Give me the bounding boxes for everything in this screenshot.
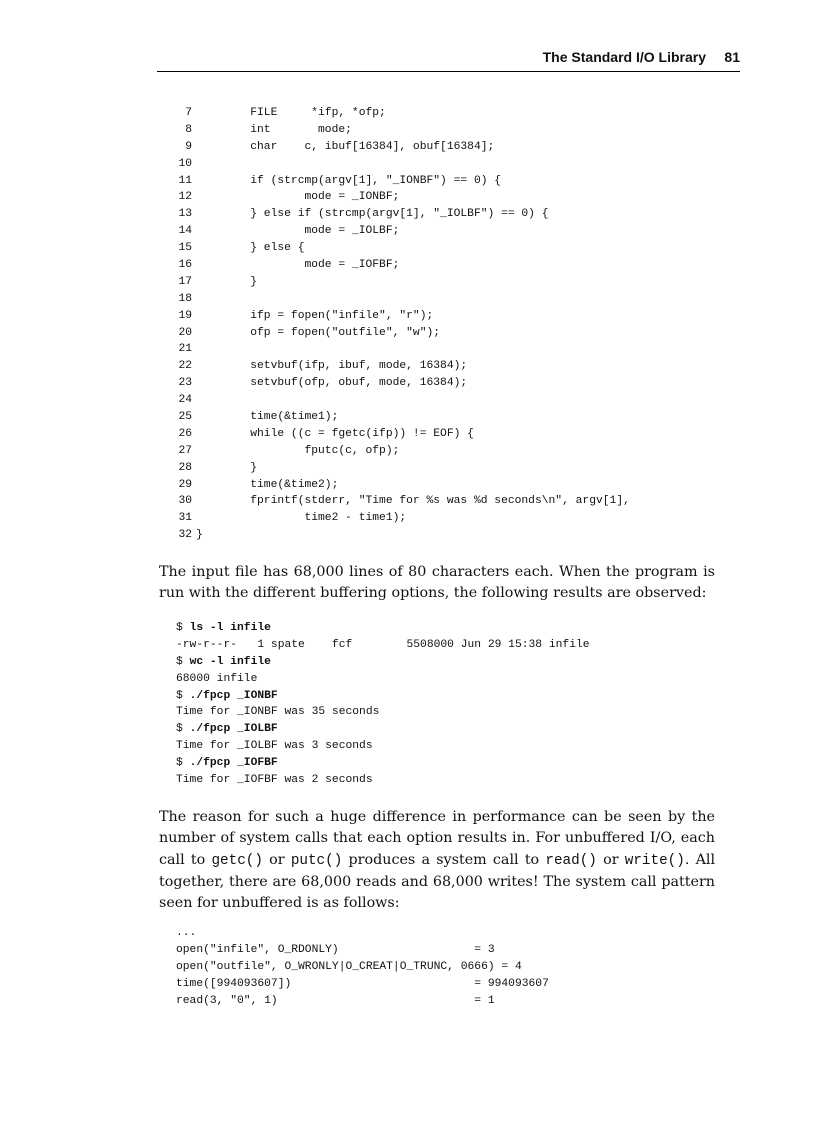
line-number: 25 [178,411,192,424]
code-line [168,409,630,426]
inline-code-putc: putc() [290,852,343,869]
code-text: fprintf(stderr, "Time for %s was %d seconds\n", argv[1], [196,495,630,508]
line-number: 15 [178,242,192,255]
shell-prompt: $ [176,723,190,736]
shell-output-line [176,772,590,789]
line-number: 12 [178,191,192,204]
shell-command-line [176,721,590,738]
code-line [168,375,630,392]
line-number: 13 [178,208,192,221]
shell-command: ./fpcp _IOFBF [189,757,278,770]
shell-output: Time for _IOLBF was 3 seconds [176,740,373,753]
text-run: produces a system call to [342,851,546,868]
text-run: . All together, there are 68,000 reads and 68,000 writes! The system call pattern seen for unbuffered is as follows: [159,851,716,912]
running-header-title: The Standard I/O Library [542,49,706,65]
running-header [157,49,740,72]
shell-command: wc -l infile [189,655,271,668]
code-text: int mode; [196,123,352,136]
line-number: 20 [178,326,192,339]
trace-line: open("outfile", O_WRONLY|O_CREAT|O_TRUNC, 0666) = 4 [176,960,522,973]
system-call-trace [176,925,549,1009]
line-number: 32 [178,529,192,542]
paragraph-system-calls [159,807,715,914]
code-text: ofp = fopen("outfile", "w"); [196,326,441,339]
code-line [168,139,630,156]
trace-line: ... [176,927,197,939]
line-number: 31 [178,512,192,525]
shell-output-line [176,671,590,688]
code-line [168,493,630,510]
code-text: fputc(c, ofp); [196,444,400,457]
paragraph-results-intro: The input file has 68,000 lines of 80 characters each. When the program is run with the different buffering options, the following results are observed: [159,564,715,602]
code-line [168,392,630,409]
code-text: } [196,461,258,474]
line-number: 24 [178,394,192,407]
code-text: time(&time2); [196,478,339,491]
code-line [168,206,630,223]
trace-line: open("infile", O_RDONLY) = 3 [176,943,495,956]
code-text: } else { [196,242,305,255]
line-number: 7 [185,107,192,119]
line-number: 8 [185,123,192,136]
shell-command: ./fpcp _IOLBF [189,723,278,736]
shell-output-line [176,637,590,654]
line-number: 17 [178,275,192,288]
shell-prompt: $ [176,622,190,634]
code-line [168,122,630,139]
line-number: 14 [178,225,192,238]
trace-line: read(3, "0", 1) = 1 [176,994,495,1007]
code-text: time2 - time1); [196,512,407,525]
shell-command-line [176,654,590,671]
shell-output: 68000 infile [176,672,258,685]
code-text: FILE *ifp, *ofp; [196,107,386,119]
shell-prompt: $ [176,655,190,668]
line-number: 26 [178,427,192,440]
line-number: 23 [178,377,192,390]
code-line [168,325,630,342]
code-line [168,426,630,443]
line-number: 19 [178,309,192,322]
code-text: } [196,529,203,542]
shell-output: Time for _IONBF was 35 seconds [176,706,380,719]
line-number: 9 [185,140,192,153]
line-number: 28 [178,461,192,474]
code-line [168,257,630,274]
text-run: or [262,851,291,868]
code-line [168,240,630,257]
inline-code-write: write() [624,852,685,869]
code-text: ifp = fopen("infile", "r"); [196,309,434,322]
page-number: 81 [724,49,740,65]
code-line [168,308,630,325]
code-line [168,460,630,477]
code-text: mode = _IOLBF; [196,225,400,238]
code-line [168,341,630,358]
inline-code-getc: getc() [211,852,263,869]
shell-output-line [176,704,590,721]
code-line [168,527,630,544]
code-text: while ((c = fgetc(ifp)) != EOF) { [196,427,474,440]
code-line [168,291,630,308]
code-text: if (strcmp(argv[1], "_IONBF") == 0) { [196,174,502,187]
shell-command-line [176,620,590,637]
shell-command: ./fpcp _IONBF [189,689,278,702]
shell-prompt: $ [176,689,190,702]
shell-prompt: $ [176,757,190,770]
line-number: 22 [178,360,192,373]
shell-output: -rw-r--r- 1 spate fcf 5508000 Jun 29 15:38 infile [176,638,590,651]
line-number: 27 [178,444,192,457]
inline-code-read: read() [545,852,597,869]
code-line [168,156,630,173]
line-number: 16 [178,259,192,272]
shell-command-line [176,755,590,772]
code-text: setvbuf(ofp, obuf, mode, 16384); [196,377,468,390]
text-run: The reason for such a huge difference in performance can be seen by the number of system calls that each option results in. For unbuffered I/O, each call to [159,809,715,868]
code-text: setvbuf(ifp, ibuf, mode, 16384); [196,360,468,373]
code-listing [168,105,630,544]
code-text: mode = _IOFBF; [196,259,400,272]
text-run: or [596,851,625,868]
line-number: 30 [178,495,192,508]
shell-output-line [176,738,590,755]
shell-command-line [176,688,590,705]
line-number: 11 [178,174,192,187]
code-line [168,477,630,494]
code-text: char c, ibuf[16384], obuf[16384]; [196,140,495,153]
line-number: 10 [178,157,192,170]
line-number: 21 [178,343,192,356]
code-line [168,443,630,460]
line-number: 18 [178,292,192,305]
shell-output: Time for _IOFBF was 2 seconds [176,774,373,787]
line-number: 29 [178,478,192,491]
code-line [168,274,630,291]
shell-session [176,620,590,789]
code-line [168,358,630,375]
code-line [168,105,630,122]
code-line [168,189,630,206]
code-text: } else if (strcmp(argv[1], "_IOLBF") == 0) { [196,208,549,221]
trace-line: time([994093607]) = 994093607 [176,977,549,990]
code-line [168,223,630,240]
code-text: } [196,275,258,288]
code-line [168,510,630,527]
code-line [168,173,630,190]
code-text: mode = _IONBF; [196,191,400,204]
shell-command: ls -l infile [189,622,271,634]
code-text: time(&time1); [196,411,339,424]
